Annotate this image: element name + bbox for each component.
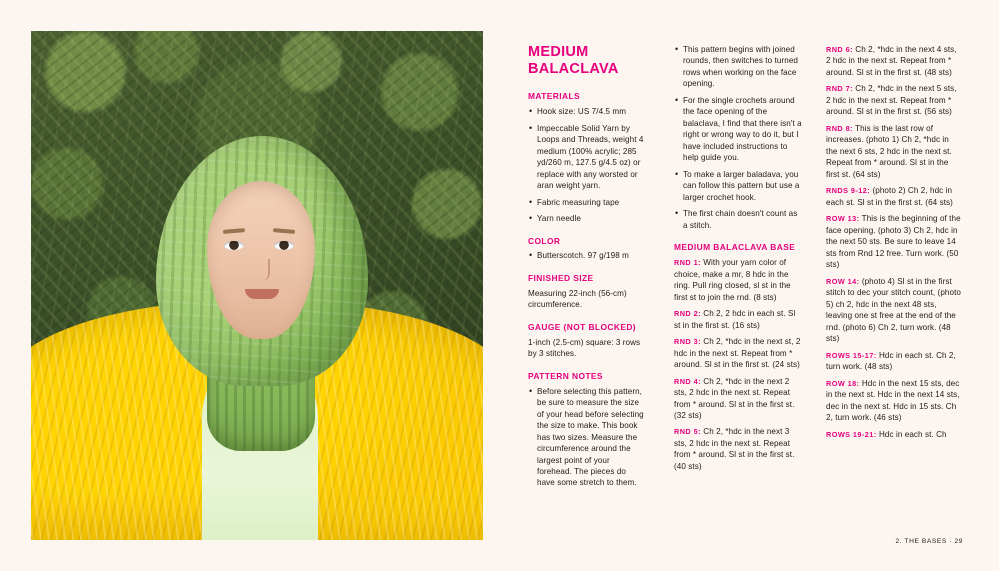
list-item: • For the single crochets around the face opening of the balaclava, I find that there isn't a right or wrong way to do it, but I have included instructions to help guide you. <box>683 95 802 164</box>
text-column-1 <box>528 44 645 500</box>
pattern-step <box>826 378 962 424</box>
pattern-step-label: RND 5: <box>674 427 701 437</box>
eyebrow-right <box>273 228 295 234</box>
pattern-step-label: RND 8: <box>826 123 853 133</box>
pattern-notes-heading: PATTERN NOTES <box>528 370 603 381</box>
pattern-step <box>674 308 802 331</box>
list-item: • Before selecting this pattern, be sure to measure the size of your head before selecting the size to make. This book has two sizes. Measure the circumference around the largest point of your forehead. The pieces do have some stretch to them. <box>537 386 645 489</box>
pattern-step <box>826 185 962 208</box>
eye-left <box>224 241 244 250</box>
pattern-step <box>826 123 962 180</box>
pattern-step <box>826 83 962 117</box>
pattern-step-text: Hdc in each st. Ch <box>878 429 947 439</box>
pattern-step-text: Ch 2, *hdc in the next 3 sts, 2 hdc in the next st. Repeat from * around. Sl st in the first st. (40 sts) <box>674 427 795 471</box>
list-item: • Yarn needle <box>537 213 645 224</box>
pattern-step-label: ROW 18: <box>826 378 860 388</box>
pattern-step <box>826 44 962 78</box>
pattern-step-text: Ch 2, *hdc in the next 5 sts, 2 hdc in the next st. Repeat from * around. Sl st in the first st. (56 sts) <box>826 84 957 117</box>
text-column-2 <box>674 44 802 477</box>
list-item: • The first chain doesn't count as a stitch. <box>683 208 802 231</box>
section-color <box>528 236 645 262</box>
section-finished-size <box>528 273 645 311</box>
list-item: • Impeccable Solid Yarn by Loops and Threads, weight 4 medium (100% acrylic; 285 yd/260 m, 127.5 g/4.5 oz) or replace with any worsted or aran weight yarn. <box>537 123 645 192</box>
list-item: • Hook size: US 7/4.5 mm <box>537 106 645 117</box>
color-list <box>528 250 645 261</box>
balaclava-photo <box>31 31 483 540</box>
materials-list <box>528 106 645 224</box>
eyebrow-left <box>223 228 245 234</box>
pattern-step-label: ROWS 19-21: <box>826 429 877 439</box>
pattern-step <box>674 336 802 370</box>
page-title: MEDIUM BALACLAVA <box>528 44 619 78</box>
color-heading: COLOR <box>528 235 561 246</box>
list-item: • Butterscotch. 97 g/198 m <box>537 250 645 261</box>
pattern-step-text: This is the last row of increases. (photo 1) Ch 2, *hdc in the next 6 sts, 2 hdc in the next st. Repeat from * around. Sl st in the first st. (64 sts) <box>826 123 952 179</box>
page-footer: 2. THE BASES · 29 <box>895 538 963 545</box>
pattern-step-label: RND 1: <box>674 258 701 268</box>
list-item: • Fabric measuring tape <box>537 197 645 208</box>
pattern-step <box>826 350 962 373</box>
pattern-step <box>826 429 962 440</box>
photo-background-hedge <box>31 31 483 540</box>
pattern-notes-list-part2 <box>674 44 802 231</box>
pattern-step-label: RND 7: <box>826 84 853 94</box>
pattern-step-text: With your yarn color of choice, make a mr, 8 hdc in the ring. Pull ring closed, sl st in the first st to join the rnd. (8 sts) <box>674 258 791 302</box>
text-column-3 <box>826 44 962 445</box>
section-gauge <box>528 322 645 360</box>
pattern-step <box>826 276 962 345</box>
pattern-step <box>826 213 962 270</box>
pattern-step-text: Ch 2, *hdc in the next 4 sts, 2 hdc in the next st. Repeat from * around. Sl st in the first st. (48 sts) <box>826 45 957 77</box>
pattern-step-label: RND 6: <box>826 45 853 54</box>
pattern-step-label: ROW 14: <box>826 276 860 286</box>
pattern-step <box>674 257 802 303</box>
pattern-step-label: ROW 13: <box>826 214 860 224</box>
eye-right <box>274 241 294 250</box>
nose <box>256 259 270 281</box>
pattern-step <box>674 426 802 472</box>
pattern-step <box>674 376 802 422</box>
pattern-step-text: Ch 2, *hdc in the next 2 sts, 2 hdc in the next st. Repeat from * around. Sl st in the first st. (32 sts) <box>674 376 795 420</box>
pattern-step-text: (photo 4) Sl st in the first stitch to dec your stitch count, (photo 5) ch 2, hdc in the next 48 sts, leaving one st free at the end of the rnd. (photo 6) Ch 2, turn work. (48 sts) <box>826 276 961 344</box>
pattern-step-label: ROWS 15-17: <box>826 350 877 360</box>
mouth <box>245 289 279 299</box>
list-item: • To make a larger baladava, you can follow this pattern but use a larger crochet hook. <box>683 169 802 203</box>
gauge-text: 1-inch (2.5-cm) square: 3 rows by 3 stitches. <box>528 337 641 359</box>
pattern-step-label: RNDS 9-12: <box>826 186 871 196</box>
pattern-step-text: Hdc in the next 15 sts, dec in the next st. Hdc in the next 14 sts, dec in the next st. Hdc in 15 sts. Ch 2, turn work. (46 sts) <box>826 378 960 423</box>
pattern-step-label: RND 4: <box>674 376 701 386</box>
section-materials <box>528 91 645 224</box>
pattern-step-label: RND 3: <box>674 337 701 347</box>
gauge-heading: GAUGE (NOT BLOCKED) <box>528 321 637 332</box>
pattern-notes-list-part1 <box>528 386 645 489</box>
finished-size-text: Measuring 22-inch (56-cm) circumference. <box>528 288 627 310</box>
pattern-step-text: Hdc in each st. Ch 2, turn work. (48 sts) <box>826 350 956 372</box>
section-pattern-notes <box>528 371 645 489</box>
materials-heading: MATERIALS <box>528 91 581 102</box>
base-heading: MEDIUM BALACLAVA BASE <box>674 242 796 253</box>
pattern-step-text: This is the beginning of the face opening. (photo 3) Ch 2, hdc in the next 50 sts. Be sure to leave 14 sts from Rnd 12 free. Turn work. (50 sts) <box>826 214 961 270</box>
list-item: • This pattern begins with joined rounds, then switches to turned rows when working on the face opening. <box>683 44 802 90</box>
pattern-step-text: Ch 2, 2 hdc in each st. Sl st in the first st. (16 sts) <box>674 309 796 330</box>
pattern-step-text: Ch 2, *hdc in the next st, 2 hdc in the next st. Repeat from * around. Sl st in the first st. (24 sts) <box>674 337 801 370</box>
pattern-step-text: (photo 2) Ch 2, hdc in each st. Sl st in the first st. (64 sts) <box>826 186 953 207</box>
pattern-step-label: RND 2: <box>674 309 701 319</box>
finished-size-heading: FINISHED SIZE <box>528 272 594 283</box>
